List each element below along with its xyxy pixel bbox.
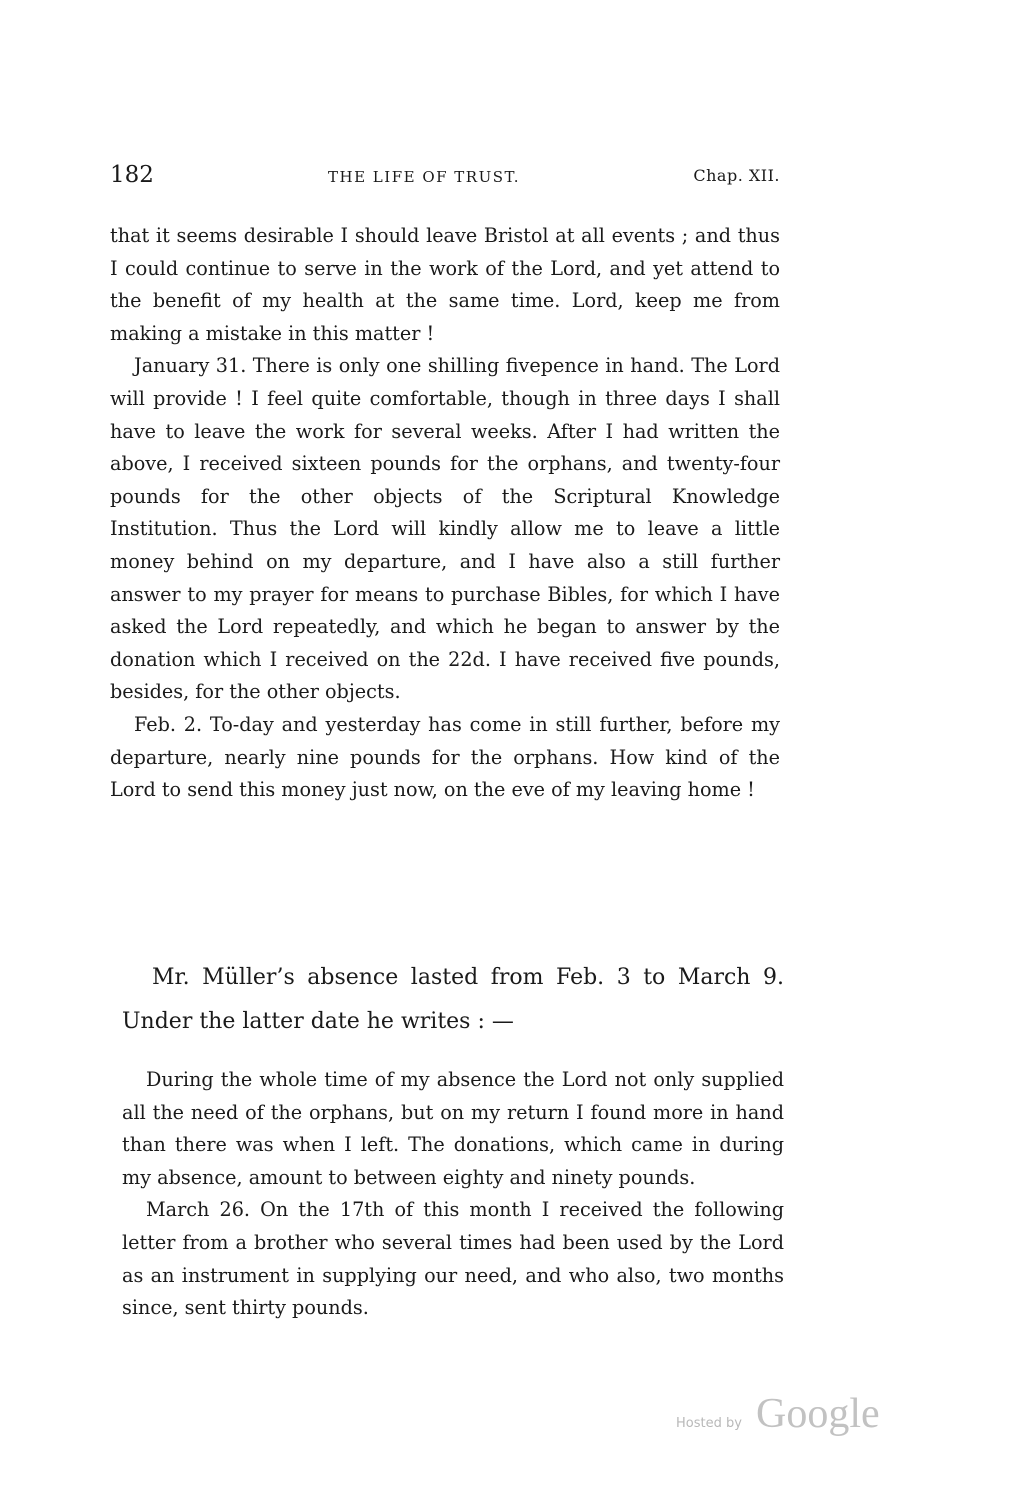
paragraph: January 31. There is only one shilling fivepence in hand. The Lord will provide ! I feel quite comfortable, though in three days I shall have to leave the work for several weeks. After I had written the above, I received sixteen pounds for the orphans, and twenty-four pounds for the other objects of the Scriptural Knowledge Institution. Thus the Lord will kindly allow me to leave a little money behind on my departure, and I have also a still further answer to my prayer for means to purchase Bibles, for which I have asked the Lord repeatedly, and which he began to answer by the donation which I received on the 22d. I have received five pounds, besides, for the other objects. (110, 354, 780, 704)
page-number: 182 (110, 162, 154, 188)
paragraph: that it seems desirable I should leave Bristol at all events ; and thus I could continue to serve in the work of the Lord, and yet attend to the benefit of my health at the same time. Lord, keep me from making a mistake in this matter ! (110, 224, 780, 345)
running-title: THE LIFE OF TRUST. (328, 168, 521, 186)
paragraph: Feb. 2. To-day and yesterday has come in still further, before my departure, nearly nine pounds for the orphans. How kind of the Lord to send this money just now, on the eve of my leaving home ! (110, 712, 780, 802)
body-text (110, 220, 780, 807)
paragraph: During the whole time of my absence the Lord not only supplied all the need of the orphans, but on my return I found more in hand than there was when I left. The donations, which came in during my absence, amount to between eighty and ninety pounds. (122, 1068, 784, 1189)
narrative-note (122, 956, 784, 1044)
hosted-by-label: Hosted by (676, 1416, 742, 1431)
narrative-text: Mr. Müller’s absence lasted from Feb. 3 to March 9. Under the latter date he writes : — (122, 965, 784, 1034)
running-header (110, 162, 780, 192)
google-logo: Google (756, 1391, 880, 1437)
paragraph: March 26. On the 17th of this month I received the following letter from a brother who several times had been used by the Lord as an instrument in supplying our need, and who also, two months since, sent thirty pounds. (122, 1198, 784, 1320)
chapter-label: Chap. XII. (693, 166, 780, 185)
body-text-continued (122, 1064, 784, 1325)
